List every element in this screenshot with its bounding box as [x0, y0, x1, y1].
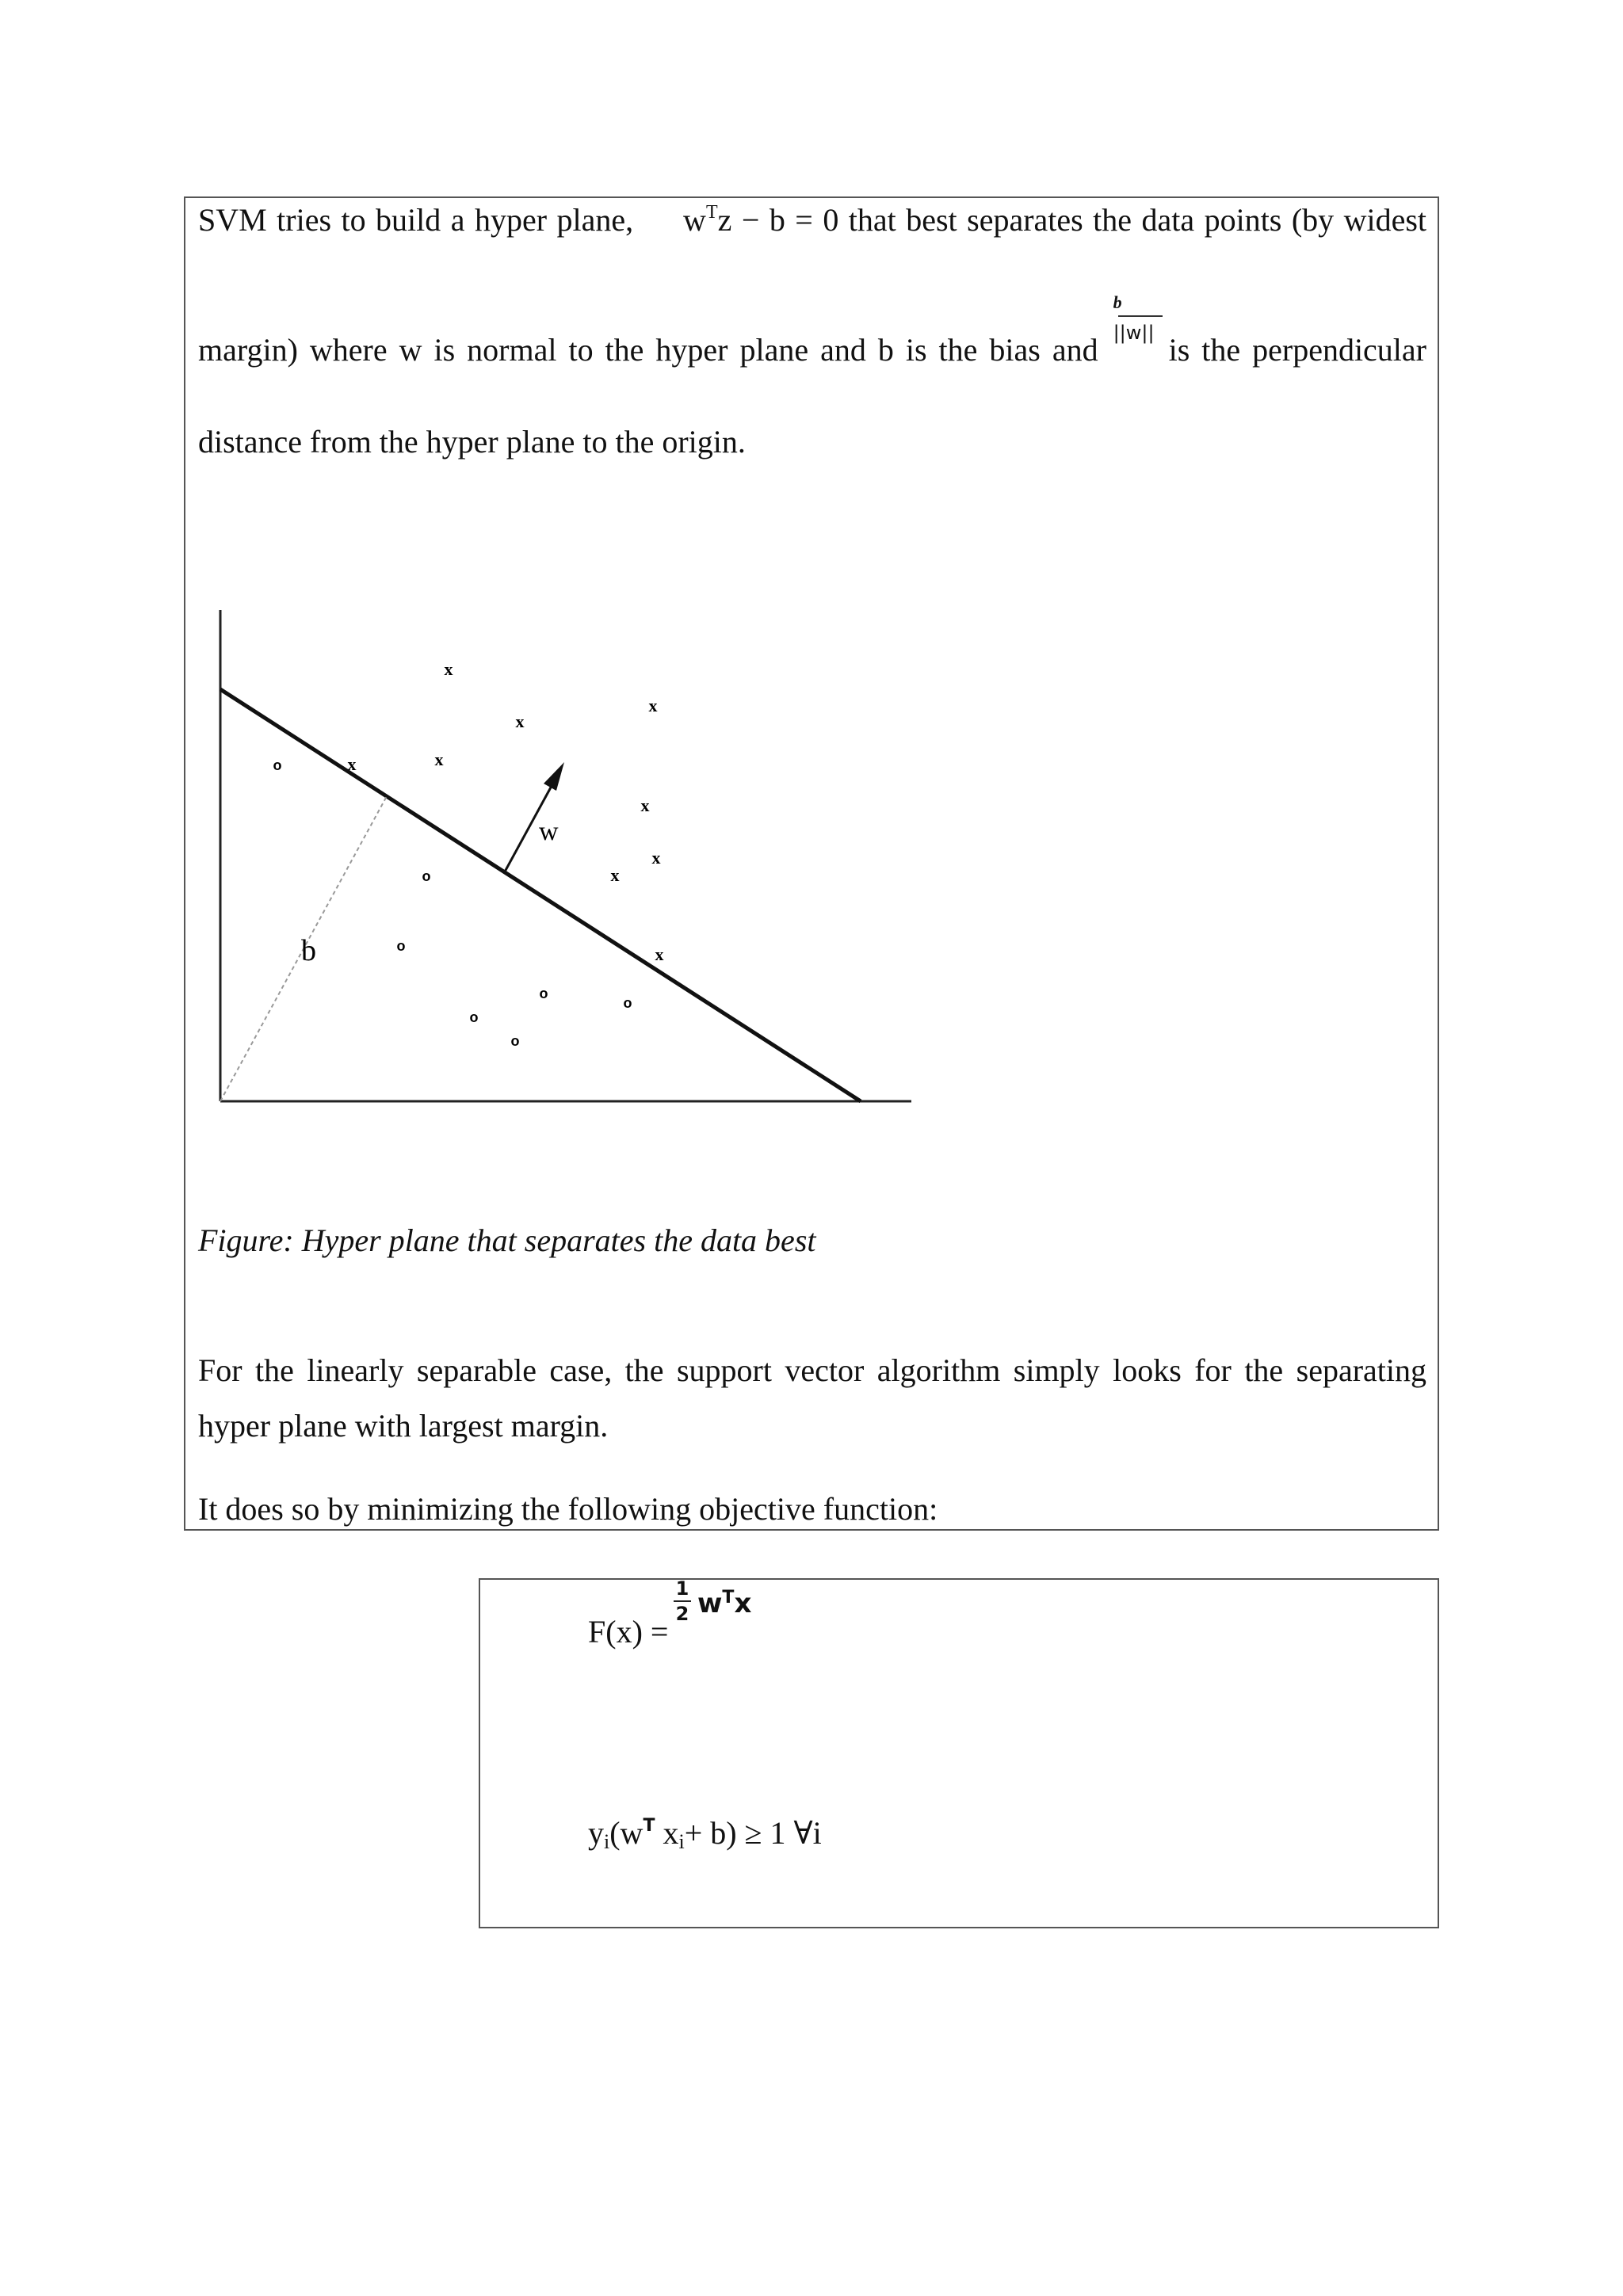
paragraph-line-3: distance from the hyper plane to the origin. — [198, 424, 746, 460]
o-point: o — [469, 1009, 479, 1025]
objective-rhs: $w^Tx$ — [697, 1588, 752, 1619]
text-segment: is the perpendicular — [1168, 332, 1426, 368]
x-point: x — [648, 696, 658, 715]
paragraph2-line-3: It does so by minimizing the following objective function: — [198, 1491, 938, 1527]
x-point: x — [515, 711, 525, 731]
paragraph-line-2 — [198, 292, 1426, 369]
x-point: x — [610, 865, 620, 885]
arrow-head-icon — [544, 762, 564, 791]
paragraph2-line-2: hyper plane with largest margin. — [198, 1408, 609, 1444]
o-point: o — [422, 868, 431, 884]
o-point: o — [273, 757, 282, 773]
x-point: x — [347, 754, 357, 774]
o-point: o — [510, 1033, 520, 1049]
text-segment: SVM tries to build a hyper plane, — [198, 202, 634, 238]
o-point: o — [623, 995, 632, 1011]
text-segment: margin) where w is normal to the hyper plane and b is the bias and — [198, 332, 1098, 368]
x-point: x — [655, 944, 664, 964]
o-point: o — [396, 938, 406, 954]
x-point: x — [651, 848, 661, 868]
hyperplane-line — [220, 689, 861, 1101]
paragraph2-line-1: For the linearly separable case, the support vector algorithm simply looks for the separating — [198, 1352, 1426, 1388]
x-point: x — [434, 749, 444, 769]
half-fraction: 1 2 — [672, 1578, 693, 1624]
x-point: x — [640, 795, 650, 815]
hyperplane-figure — [198, 602, 927, 1125]
text-segment: that best separates the data points (by widest — [848, 202, 1427, 238]
class-o-points — [273, 757, 632, 1049]
objective-lhs: F(x) = — [588, 1614, 669, 1650]
label-w: w — [539, 817, 559, 846]
figure-caption: Figure: Hyper plane that separates the data best — [198, 1222, 816, 1258]
paragraph-line-1 — [198, 201, 1426, 239]
o-point: o — [539, 986, 548, 1001]
constraint-equation: $y_i(w^T$ $x_i+ b) \ge 1$ ∀i — [588, 1815, 822, 1853]
x-point: x — [444, 659, 453, 679]
class-x-points — [348, 659, 664, 964]
label-b: b — [301, 934, 316, 967]
hyperplane-equation: $w^Tz - b = 0$ — [683, 202, 839, 238]
distance-fraction: $\frac{b}{||w||}$ — [1113, 331, 1166, 369]
